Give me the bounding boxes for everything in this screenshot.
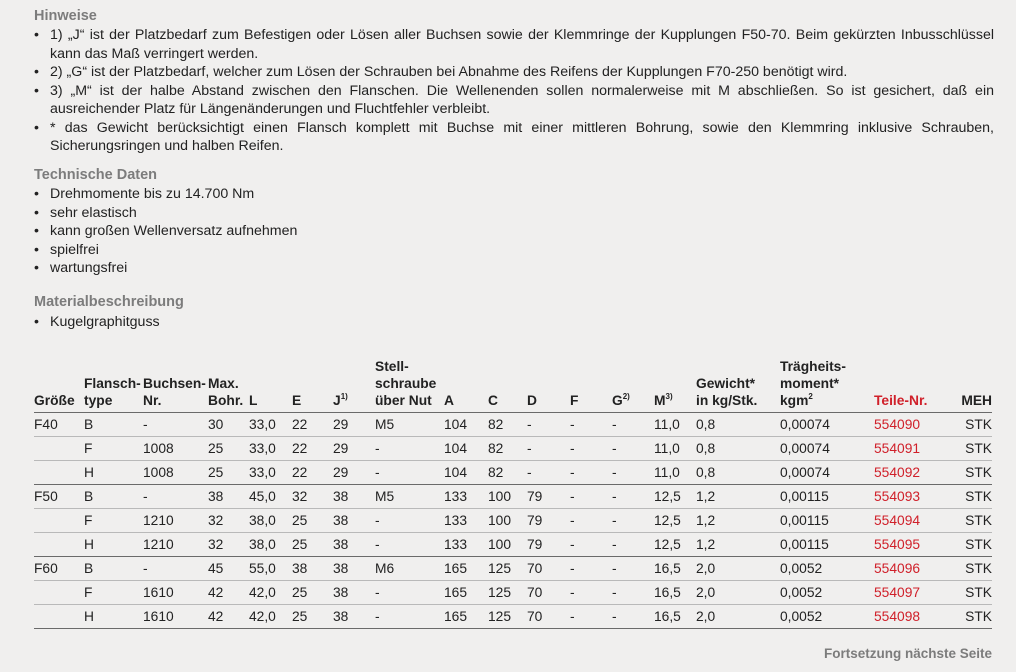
cell-m: 12,5 xyxy=(654,533,696,557)
cell-f: - xyxy=(570,581,612,605)
cell-teile-nr: 554098 xyxy=(874,605,949,629)
cell-gewicht: 1,2 xyxy=(696,485,780,509)
cell-e: 25 xyxy=(292,509,333,533)
cell-stellschraube: M5 xyxy=(375,485,444,509)
cell-teile-nr: 554093 xyxy=(874,485,949,509)
cell-max-bohr: 25 xyxy=(208,461,249,485)
cell-c: 100 xyxy=(488,509,527,533)
tech-item: • kann großen Wellenversatz aufnehmen xyxy=(34,222,994,241)
technische-daten-heading: Technische Daten xyxy=(34,167,158,183)
cell-gewicht: 0,8 xyxy=(696,461,780,485)
cell-c: 100 xyxy=(488,485,527,509)
cell-e: 22 xyxy=(292,413,333,437)
cell-f: - xyxy=(570,509,612,533)
col-g: $G^{2)}$ xyxy=(612,358,654,413)
table-body xyxy=(34,413,992,629)
cell-meh: STK xyxy=(949,533,992,557)
coupling-spec-table xyxy=(34,358,992,629)
cell-d: 79 xyxy=(527,485,570,509)
cell-flanschtype: H xyxy=(84,461,143,485)
col-c: C xyxy=(488,358,527,413)
cell-m: 11,0 xyxy=(654,437,696,461)
materialbeschreibung-heading: Materialbeschreibung xyxy=(34,294,184,310)
col-flanschtype: Flansch- type xyxy=(84,358,143,413)
cell-a: 165 xyxy=(444,605,488,629)
cell-c: 100 xyxy=(488,533,527,557)
cell-gewicht: 0,8 xyxy=(696,437,780,461)
cell-groesse xyxy=(34,509,84,533)
cell-flanschtype: F xyxy=(84,509,143,533)
cell-stellschraube: - xyxy=(375,509,444,533)
cell-g: - xyxy=(612,605,654,629)
col-teile-nr: Teile-Nr. xyxy=(874,358,949,413)
cell-traegheitsmoment: 0,0052 xyxy=(780,581,874,605)
cell-m: 12,5 xyxy=(654,485,696,509)
cell-e: 25 xyxy=(292,605,333,629)
cell-j: 29 xyxy=(333,437,375,461)
technische-daten-list xyxy=(34,185,994,278)
cell-gewicht: 1,2 xyxy=(696,533,780,557)
cell-stellschraube: - xyxy=(375,533,444,557)
cell-e: 22 xyxy=(292,437,333,461)
cell-traegheitsmoment: 0,00115 xyxy=(780,509,874,533)
cell-stellschraube: - xyxy=(375,605,444,629)
cell-gewicht: 2,0 xyxy=(696,557,780,581)
cell-g: - xyxy=(612,557,654,581)
cell-buchsen-nr: 1008 xyxy=(143,437,208,461)
cell-l: 33,0 xyxy=(249,413,292,437)
col-a: A xyxy=(444,358,488,413)
cell-meh: STK xyxy=(949,437,992,461)
cell-j: 38 xyxy=(333,605,375,629)
cell-g: - xyxy=(612,581,654,605)
cell-buchsen-nr: - xyxy=(143,413,208,437)
material-item: • Kugelgraphitguss xyxy=(34,313,994,332)
cell-a: 133 xyxy=(444,533,488,557)
table-row xyxy=(34,461,992,485)
cell-g: - xyxy=(612,509,654,533)
col-max-bohr: Max. Bohr. xyxy=(208,358,249,413)
cell-m: 16,5 xyxy=(654,557,696,581)
cell-max-bohr: 38 xyxy=(208,485,249,509)
table-row xyxy=(34,557,992,581)
cell-f: - xyxy=(570,485,612,509)
cell-j: 38 xyxy=(333,509,375,533)
cell-groesse xyxy=(34,605,84,629)
hinweise-heading: Hinweise xyxy=(34,8,97,24)
cell-flanschtype: H xyxy=(84,605,143,629)
cell-groesse xyxy=(34,533,84,557)
cell-max-bohr: 32 xyxy=(208,533,249,557)
cell-j: 38 xyxy=(333,581,375,605)
cell-max-bohr: 32 xyxy=(208,509,249,533)
cell-j: 38 xyxy=(333,533,375,557)
cell-traegheitsmoment: 0,0052 xyxy=(780,605,874,629)
cell-g: - xyxy=(612,437,654,461)
hinweis-3: • 3) „M“ ist der halbe Abstand zwischen den Flanschen. Die Wellenenden sollen normalerweise mit M abschließen. So ist gesichert, daß ein ausreichender Platz für Längenänderungen und Fluchtfehler verbleibt. xyxy=(34,82,994,119)
cell-j: 38 xyxy=(333,485,375,509)
cell-stellschraube: - xyxy=(375,461,444,485)
cell-max-bohr: 25 xyxy=(208,437,249,461)
cell-meh: STK xyxy=(949,413,992,437)
cell-flanschtype: F xyxy=(84,437,143,461)
col-traegheitsmoment: Trägheits- moment* kgm$^2$ xyxy=(780,358,874,413)
hinweis-1: • 1) „J“ ist der Platzbedarf zum Befestigen oder Lösen aller Buchsen sowie der Klemmringe der Kupplungen F50-70. Beim gekürzten Inbusschlüssel kann das Maß verringert werden. xyxy=(34,26,994,63)
cell-e: 32 xyxy=(292,485,333,509)
cell-traegheitsmoment: 0,00115 xyxy=(780,485,874,509)
cell-m: 16,5 xyxy=(654,581,696,605)
cell-f: - xyxy=(570,437,612,461)
cell-c: 125 xyxy=(488,605,527,629)
table-row xyxy=(34,605,992,629)
cell-stellschraube: - xyxy=(375,437,444,461)
cell-d: 79 xyxy=(527,533,570,557)
cell-groesse xyxy=(34,581,84,605)
cell-max-bohr: 42 xyxy=(208,581,249,605)
cell-meh: STK xyxy=(949,461,992,485)
cell-l: 42,0 xyxy=(249,605,292,629)
cell-l: 33,0 xyxy=(249,437,292,461)
cell-m: 16,5 xyxy=(654,605,696,629)
cell-stellschraube: M6 xyxy=(375,557,444,581)
tech-item: • spielfrei xyxy=(34,241,994,260)
cell-d: - xyxy=(527,413,570,437)
cell-e: 25 xyxy=(292,581,333,605)
cell-max-bohr: 42 xyxy=(208,605,249,629)
cell-meh: STK xyxy=(949,485,992,509)
cell-e: 22 xyxy=(292,461,333,485)
table-row xyxy=(34,437,992,461)
cell-c: 82 xyxy=(488,437,527,461)
cell-gewicht: 1,2 xyxy=(696,509,780,533)
tech-item: • wartungsfrei xyxy=(34,259,994,278)
hinweise-list xyxy=(34,26,994,156)
cell-d: - xyxy=(527,461,570,485)
cell-d: 70 xyxy=(527,581,570,605)
cell-traegheitsmoment: 0,00074 xyxy=(780,413,874,437)
cell-gewicht: 0,8 xyxy=(696,413,780,437)
hinweis-2: • 2) „G“ ist der Platzbedarf, welcher zum Lösen der Schrauben bei Abnahme des Reifens der Kupplungen F70-250 benötigt wird. xyxy=(34,63,994,82)
cell-a: 104 xyxy=(444,461,488,485)
cell-traegheitsmoment: 0,0052 xyxy=(780,557,874,581)
cell-groesse: F50 xyxy=(34,485,84,509)
cell-a: 104 xyxy=(444,437,488,461)
col-gewicht: Gewicht* in kg/Stk. xyxy=(696,358,780,413)
cell-j: 29 xyxy=(333,461,375,485)
cell-d: 70 xyxy=(527,557,570,581)
cell-l: 55,0 xyxy=(249,557,292,581)
cell-f: - xyxy=(570,605,612,629)
cell-traegheitsmoment: 0,00115 xyxy=(780,533,874,557)
cell-groesse xyxy=(34,461,84,485)
cell-teile-nr: 554094 xyxy=(874,509,949,533)
cell-buchsen-nr: 1210 xyxy=(143,509,208,533)
cell-a: 133 xyxy=(444,509,488,533)
cell-groesse: F60 xyxy=(34,557,84,581)
cell-groesse: F40 xyxy=(34,413,84,437)
table-header-row xyxy=(34,358,992,413)
table-row xyxy=(34,533,992,557)
cell-l: 33,0 xyxy=(249,461,292,485)
col-j: $J^{1)}$ xyxy=(333,358,375,413)
cell-buchsen-nr: - xyxy=(143,485,208,509)
col-meh: MEH xyxy=(949,358,992,413)
cell-buchsen-nr: 1610 xyxy=(143,605,208,629)
cell-m: 11,0 xyxy=(654,461,696,485)
table-row xyxy=(34,485,992,509)
cell-meh: STK xyxy=(949,557,992,581)
col-l: L xyxy=(249,358,292,413)
cell-f: - xyxy=(570,557,612,581)
col-f: F xyxy=(570,358,612,413)
cell-stellschraube: M5 xyxy=(375,413,444,437)
cell-meh: STK xyxy=(949,581,992,605)
cell-f: - xyxy=(570,461,612,485)
cell-flanschtype: B xyxy=(84,413,143,437)
cell-flanschtype: F xyxy=(84,581,143,605)
cell-a: 133 xyxy=(444,485,488,509)
cell-teile-nr: 554096 xyxy=(874,557,949,581)
cell-buchsen-nr: - xyxy=(143,557,208,581)
cell-flanschtype: H xyxy=(84,533,143,557)
cell-d: 79 xyxy=(527,509,570,533)
cell-teile-nr: 554092 xyxy=(874,461,949,485)
cell-g: - xyxy=(612,485,654,509)
cell-l: 38,0 xyxy=(249,533,292,557)
hinweis-4: • * das Gewicht berücksichtigt einen Flansch komplett mit Buchse mit einer mittleren Bohrung, sowie den Klemmring inklusive Schrauben, Sicherungsringen und halben Reifen. xyxy=(34,119,994,156)
cell-teile-nr: 554095 xyxy=(874,533,949,557)
table-row xyxy=(34,581,992,605)
col-d: D xyxy=(527,358,570,413)
table-row xyxy=(34,509,992,533)
cell-j: 29 xyxy=(333,413,375,437)
cell-e: 38 xyxy=(292,557,333,581)
cell-e: 25 xyxy=(292,533,333,557)
cell-buchsen-nr: 1210 xyxy=(143,533,208,557)
cell-l: 38,0 xyxy=(249,509,292,533)
cell-f: - xyxy=(570,533,612,557)
cell-meh: STK xyxy=(949,509,992,533)
table-row xyxy=(34,413,992,437)
cell-teile-nr: 554097 xyxy=(874,581,949,605)
cell-d: 70 xyxy=(527,605,570,629)
col-groesse: Größe xyxy=(34,358,84,413)
cell-a: 165 xyxy=(444,557,488,581)
continuation-note: Fortsetzung nächste Seite xyxy=(823,646,992,661)
cell-c: 125 xyxy=(488,557,527,581)
tech-item: • sehr elastisch xyxy=(34,204,994,223)
cell-max-bohr: 30 xyxy=(208,413,249,437)
cell-c: 82 xyxy=(488,413,527,437)
cell-flanschtype: B xyxy=(84,485,143,509)
cell-g: - xyxy=(612,461,654,485)
cell-buchsen-nr: 1008 xyxy=(143,461,208,485)
cell-m: 11,0 xyxy=(654,413,696,437)
col-m: $M^{3)}$ xyxy=(654,358,696,413)
cell-d: - xyxy=(527,437,570,461)
cell-traegheitsmoment: 0,00074 xyxy=(780,437,874,461)
cell-a: 165 xyxy=(444,581,488,605)
cell-a: 104 xyxy=(444,413,488,437)
col-buchsen-nr: Buchsen- Nr. xyxy=(143,358,208,413)
cell-c: 125 xyxy=(488,581,527,605)
cell-gewicht: 2,0 xyxy=(696,581,780,605)
cell-traegheitsmoment: 0,00074 xyxy=(780,461,874,485)
cell-stellschraube: - xyxy=(375,581,444,605)
cell-teile-nr: 554090 xyxy=(874,413,949,437)
cell-m: 12,5 xyxy=(654,509,696,533)
cell-g: - xyxy=(612,413,654,437)
cell-l: 42,0 xyxy=(249,581,292,605)
tech-item: • Drehmomente bis zu 14.700 Nm xyxy=(34,185,994,204)
cell-buchsen-nr: 1610 xyxy=(143,581,208,605)
cell-meh: STK xyxy=(949,605,992,629)
cell-f: - xyxy=(570,413,612,437)
cell-teile-nr: 554091 xyxy=(874,437,949,461)
cell-groesse xyxy=(34,437,84,461)
col-stellschraube: Stell- schraube über Nut xyxy=(375,358,444,413)
cell-j: 38 xyxy=(333,557,375,581)
cell-c: 82 xyxy=(488,461,527,485)
cell-gewicht: 2,0 xyxy=(696,605,780,629)
cell-g: - xyxy=(612,533,654,557)
col-e: E xyxy=(292,358,333,413)
cell-l: 45,0 xyxy=(249,485,292,509)
cell-flanschtype: B xyxy=(84,557,143,581)
cell-max-bohr: 45 xyxy=(208,557,249,581)
material-list xyxy=(34,313,994,332)
